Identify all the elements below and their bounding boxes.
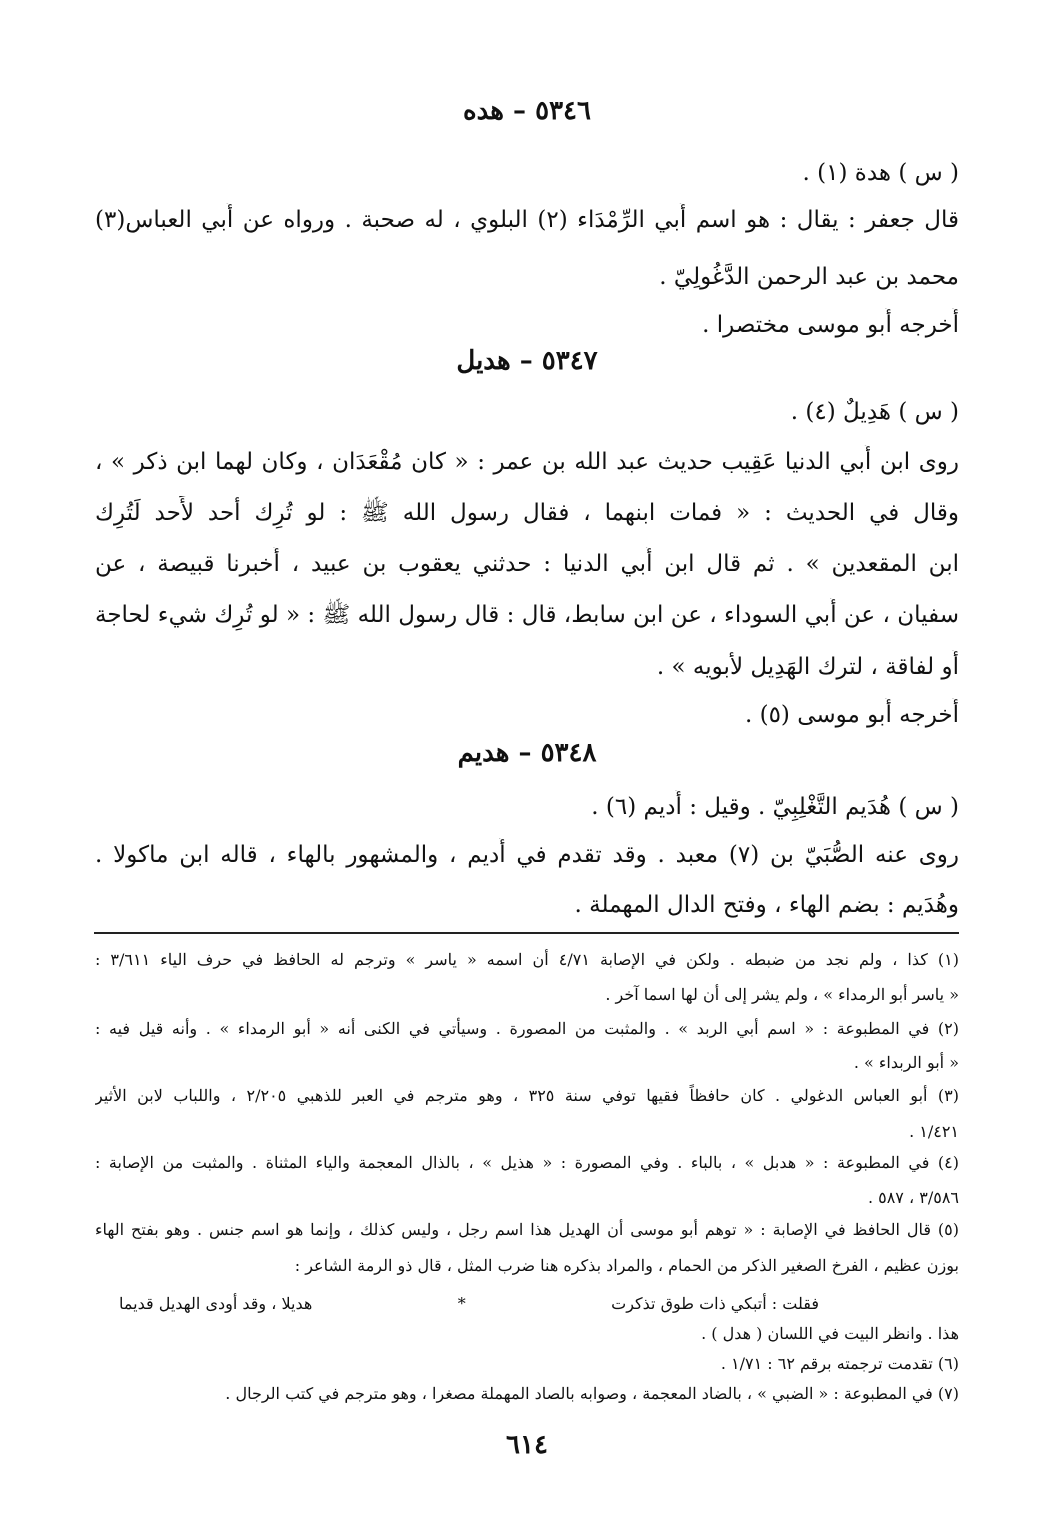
entry-5348-line-3: وهُدَيم : بضم الهاء ، وفتح الدال المهملة . — [574, 892, 959, 918]
footnote-6: (٦) تقدمت ترجمته برقم ٦٢ : ١/٧١ . — [720, 1354, 959, 1373]
entry-5346-line-4: أَخرجه أَبو موسى مختصرا . — [702, 312, 959, 338]
footnote-4-line-2: ٣/٥٨٦ ، ٥٨٧ . — [867, 1188, 959, 1207]
entry-5346-line-3: محمد بن عبد الرحمن الدَّغُولِيّ . — [659, 264, 959, 290]
entry-5347-line-3: وقال في الحديث : « فمات ابنهما ، فقال رسول الله ﷺ : لو تُرِك أحد لأَحد لَتُرِك — [95, 500, 959, 526]
footnote-1-line-2: « ياسر أبو الرمداء » ، ولم يشر إلى أن لها اسما آخر . — [605, 985, 959, 1004]
footnote-7: (٧) في المطبوعة : « الضبي » ، بالضاد المعجمة ، وصوابه بالصاد المهملة مصغرا ، وهو مترجم في كتب الرجال . — [225, 1384, 959, 1403]
poem-first-hemistich: فقلت : أتبكي ذات طوق تذكرت — [611, 1294, 819, 1313]
footnote-3-line-2: ١/٤٢١ . — [909, 1122, 959, 1141]
entry-5347-line-7: أَخرجه أَبو موسى (٥) . — [744, 702, 959, 728]
entry-heading-5346: ٥٣٤٦ – هده — [463, 96, 591, 126]
footnote-2-line-2: « أبو الربداء » . — [853, 1053, 959, 1072]
entry-5347-line-4: ابن المقعدين » . ثم قال ابن أَبي الدنيا : حدثني يعقوب بن عبيد ، أَخبرنا قبيصة ، عن — [95, 551, 959, 577]
entry-5347-line-6: أَو لفاقة ، لترك الهَدِيل لأبويه » . — [656, 654, 959, 680]
entry-5347-line-5: سفيان ، عن أَبي السوداء ، عن ابن سابط، قال : قال رسول الله ﷺ : « لو تُرِك شيء لحاجة — [95, 602, 959, 628]
page-number: ٦١٤ — [506, 1430, 548, 1460]
entry-5348-line-1: ( س ) هُدَيم التَّغْلِبِيّ . وقيل : أُديم (٦) . — [591, 794, 959, 820]
footnote-5-line-2: بوزن عظيم ، الفرخ الصغير الذكر من الحمام ، والمراد بذكره هنا ضرب المثل ، قال ذو الرمة الشاعر : — [294, 1256, 959, 1275]
footnote-1-line-1: (١) كذا ، ولم نجد من ضبطه . ولكن في الإصابة ٤/٧١ أن اسمه « ياسر » وترجم له الحافظ في حرف الياء ٣/٦١١ : — [95, 950, 959, 969]
footnote-2-line-1: (٢) في المطبوعة : « اسم أبي الربد » . والمثبت من المصورة . وسيأتي في الكنى أنه « أبو الرمداء » . وأنه قيل فيه : — [95, 1019, 959, 1038]
footnote-5-line-3: هذا . وانظر البيت في اللسان ( هدل ) . — [701, 1324, 959, 1343]
entry-5347-line-2: روى ابن أَبي الدنيا عَقِيب حديث عبد الله بن عمر : « كان مُقْعَدَان ، وكان لهما ابن ذكر » ، — [95, 449, 959, 475]
entry-5346-line-1: ( س ) هدة (١) . — [802, 160, 959, 186]
entry-5347-line-1: ( س ) هَدِيلٌ (٤) . — [790, 399, 959, 425]
entry-heading-5348: ٥٣٤٨ – هديم — [457, 738, 597, 768]
poem-verse — [119, 1292, 819, 1316]
footnote-5-line-1: (٥) قال الحافظ في الإصابة : « توهم أبو موسى أن الهديل هذا اسم رجل ، وليس كذلك ، وإنما هو اسم جنس . وهو بفتح الهاء — [95, 1220, 959, 1239]
poem-divider: * — [457, 1294, 466, 1313]
entry-5348-line-2: روى عنه الصُّبَيّ بن (٧) معبد . وقد تقدم في أُديم ، والمشهور بالهاء ، قاله ابن ماكولا . — [95, 842, 959, 868]
footnote-divider — [94, 932, 959, 934]
poem-second-hemistich: هديلا ، وقد أودى الهديل قديما — [119, 1294, 313, 1313]
footnote-4-line-1: (٤) في المطبوعة : « هدبل » ، بالباء . وفي المصورة : « هذيل » ، بالذال المعجمة والياء المثناة . والمثبت من الإصابة : — [95, 1153, 959, 1172]
footnote-3-line-1: (٣) أبو العباس الدغولي . كان حافظاً فقيها توفي سنة ٣٢٥ ، وهو مترجم في العبر للذهبي ٢/٢٠٥ ، واللباب لابن الأثير — [95, 1086, 959, 1105]
entry-heading-5347: ٥٣٤٧ – هديل — [456, 346, 598, 376]
entry-5346-line-2: قال جعفر : يقال : هو اسم أَبي الرِّمْدَاء (٢) البلوي ، له صحبة . ورواه عن أَبي العباس(٣) — [95, 207, 959, 233]
